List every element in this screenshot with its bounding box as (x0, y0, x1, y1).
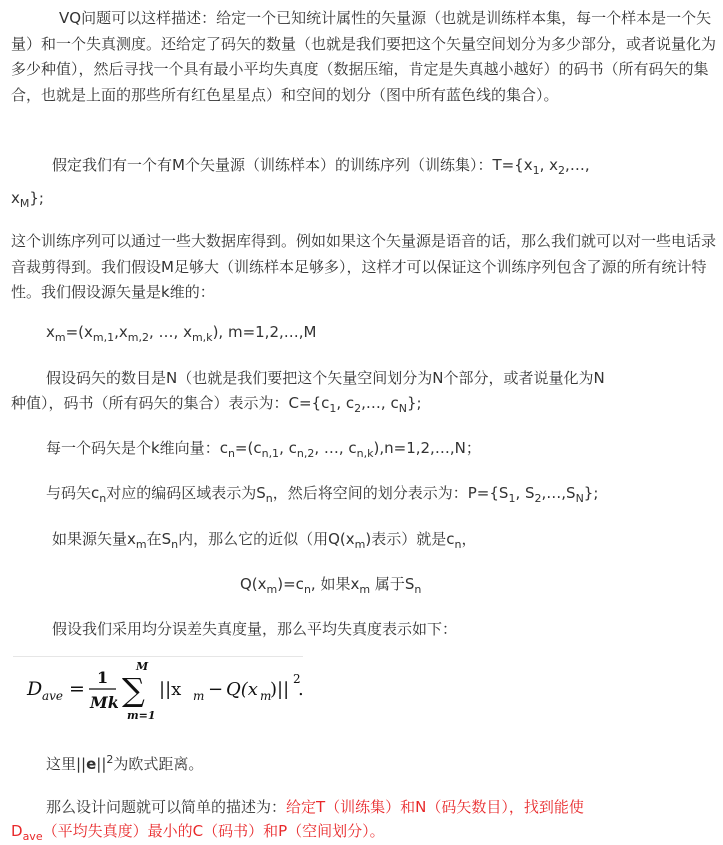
paragraph-partition: 与码矢$c_n$对应的编码区域表示为$S_n$，然后将空间的划分表示为：$P=\{S_1$, $S_2,\dots,S_N$}; (46, 484, 599, 505)
quantization-rule: $Q(x_m)=c_n$, 如果$x_m$ 属于$S_n$ (240, 575, 422, 596)
paragraph-codebook-line2: 种值），码书（所有码矢的集合）表示为：$C=\{c_1$, $c_2,\dots$, $c_N$}; (11, 394, 422, 415)
formula-minus: − (208, 679, 224, 700)
source-vector-definition: $x_m=(x_{m,1},x_{m,2}$, …, $x_{m,k}$), m=1,2,…,M (46, 323, 317, 344)
rule-mid: )=c (277, 575, 304, 593)
formula-power: 2 (293, 672, 301, 686)
codebook-text: 种值），码书（所有码矢的集合）表示为：C={c (11, 394, 330, 412)
approx-mid2: 内，那么它的近似（用Q(x (178, 530, 355, 548)
paragraph-euclidean (46, 752, 203, 778)
design-problem-highlight-line2 (11, 819, 385, 845)
formula-q: Q(x (226, 679, 258, 700)
training-sequence-end: $x_M$}; (11, 189, 44, 210)
formula-close: )|| (270, 679, 290, 700)
summation-icon: ∑ (122, 671, 145, 709)
formula-frac-den: Mk (90, 693, 119, 712)
formula-body-sub: m (193, 689, 205, 703)
design-problem-end: （平均失真度）最小的C（码书）和P（空间划分）。 (42, 822, 385, 840)
paragraph-training-sequence: 假定我们有一个有M个矢量源（训练样本）的训练序列（训练集）：$T=\{x_1$, $x_2,\dots$, (52, 156, 590, 177)
euclid-sup: 2 (106, 753, 114, 766)
approx-end: ， (461, 530, 477, 548)
design-problem-text: 那么设计问题就可以简单的描述为： (46, 798, 287, 816)
index-range: ,n=1,2,…,N； (379, 439, 481, 457)
formula-end: . (298, 679, 304, 700)
d-sub: ave (22, 830, 43, 843)
euclid-c: || (96, 755, 107, 773)
average-distortion-formula (13, 656, 303, 723)
training-sequence-text: 假定我们有一个有M个矢量源（训练样本）的训练序列（训练集）：T={x (52, 156, 533, 174)
euclid-a: 这里|| (46, 755, 87, 773)
formula-equals: = (69, 678, 85, 700)
x-symbol: x (11, 189, 20, 207)
d-symbol: D (11, 822, 23, 840)
paragraph-approximation: 如果源矢量$x_m$在$S_n$内，那么它的近似（用$Q(x_m)$表示）就是$c_n$， (52, 530, 477, 551)
rule-end: 属于S (370, 575, 415, 593)
formula-sum-top: M (136, 660, 149, 673)
partition-text: 与码矢c (46, 484, 100, 502)
ellipsis-text: …, (569, 156, 590, 174)
approx-mid: 在S (146, 530, 172, 548)
formula-graphic (13, 657, 303, 723)
formula-frac-num: 1 (97, 668, 109, 687)
design-problem-highlight: 给定T（训练集）和N（码矢数目），找到能使 (286, 798, 584, 816)
paragraph-design-problem (46, 795, 584, 821)
formula-lhs-sub: ave (42, 689, 64, 703)
formula-sum-bottom: m=1 (127, 709, 156, 722)
approx-text: 如果源矢量x (52, 530, 136, 548)
paragraph-training-source: 这个训练序列可以通过一些大数据库得到。例如如果这个矢量源是语音的话，那么我们就可以对一些电话录音裁剪得到。我们假设M足够大（训练样本足够多），这样才可以保证这个训练序列包含了源的所有统计特性。我们假设源矢量是k维的： (11, 232, 717, 301)
euclid-e: e (86, 755, 97, 773)
partition-mid: 对应的编码区域表示为S (106, 484, 266, 502)
index-range: , m=1,2,…,M (218, 323, 317, 341)
paragraph-distortion-intro: 假设我们采用均分误差失真度量，那么平均失真度表示如下： (52, 620, 458, 638)
paragraph-vq-description: VQ问题可以这样描述：给定一个已知统计属性的矢量源（也就是训练样本集，每一个样本是一个矢量）和一个失真测度。还给定了码矢的数量（也就是我们要把这个矢量空间划分为多少部分，或者说量化为多少种值），然后寻找一个具有最小平均失真度（数据压缩，肯定是失真越小越好）的码书（所有码矢的集合，也就是上面的那些所有红色星星点）和空间的划分（图中所有蓝色线的集合）。 (11, 9, 717, 104)
partition-tail: ，然后将空间的划分表示为：P={S (272, 484, 509, 502)
euclid-d: 为欧式距离。 (113, 755, 204, 773)
formula-q-sub: m (260, 689, 272, 703)
x-symbol: x (46, 323, 55, 341)
rule-tail: , 如果x (310, 575, 360, 593)
approx-tail: )表示）就是c (365, 530, 455, 548)
formula-lhs: D (27, 678, 43, 700)
formula-body: ||x (159, 679, 182, 700)
paragraph-codevector: 每一个码矢是个k维向量：$c_n=(c_{n,1}$, $c_{n,2}$, …, $c_{n,k}),n=1,2,\dots,N$； (46, 439, 481, 460)
paragraph-codebook-line1: 假设码矢的数目是N（也就是我们要把这个矢量空间划分为N个部分，或者说量化为N (46, 369, 605, 387)
set-close: }; (29, 189, 44, 207)
rule-text: Q(x (240, 575, 267, 593)
codevector-text: 每一个码矢是个k维向量：c (46, 439, 228, 457)
